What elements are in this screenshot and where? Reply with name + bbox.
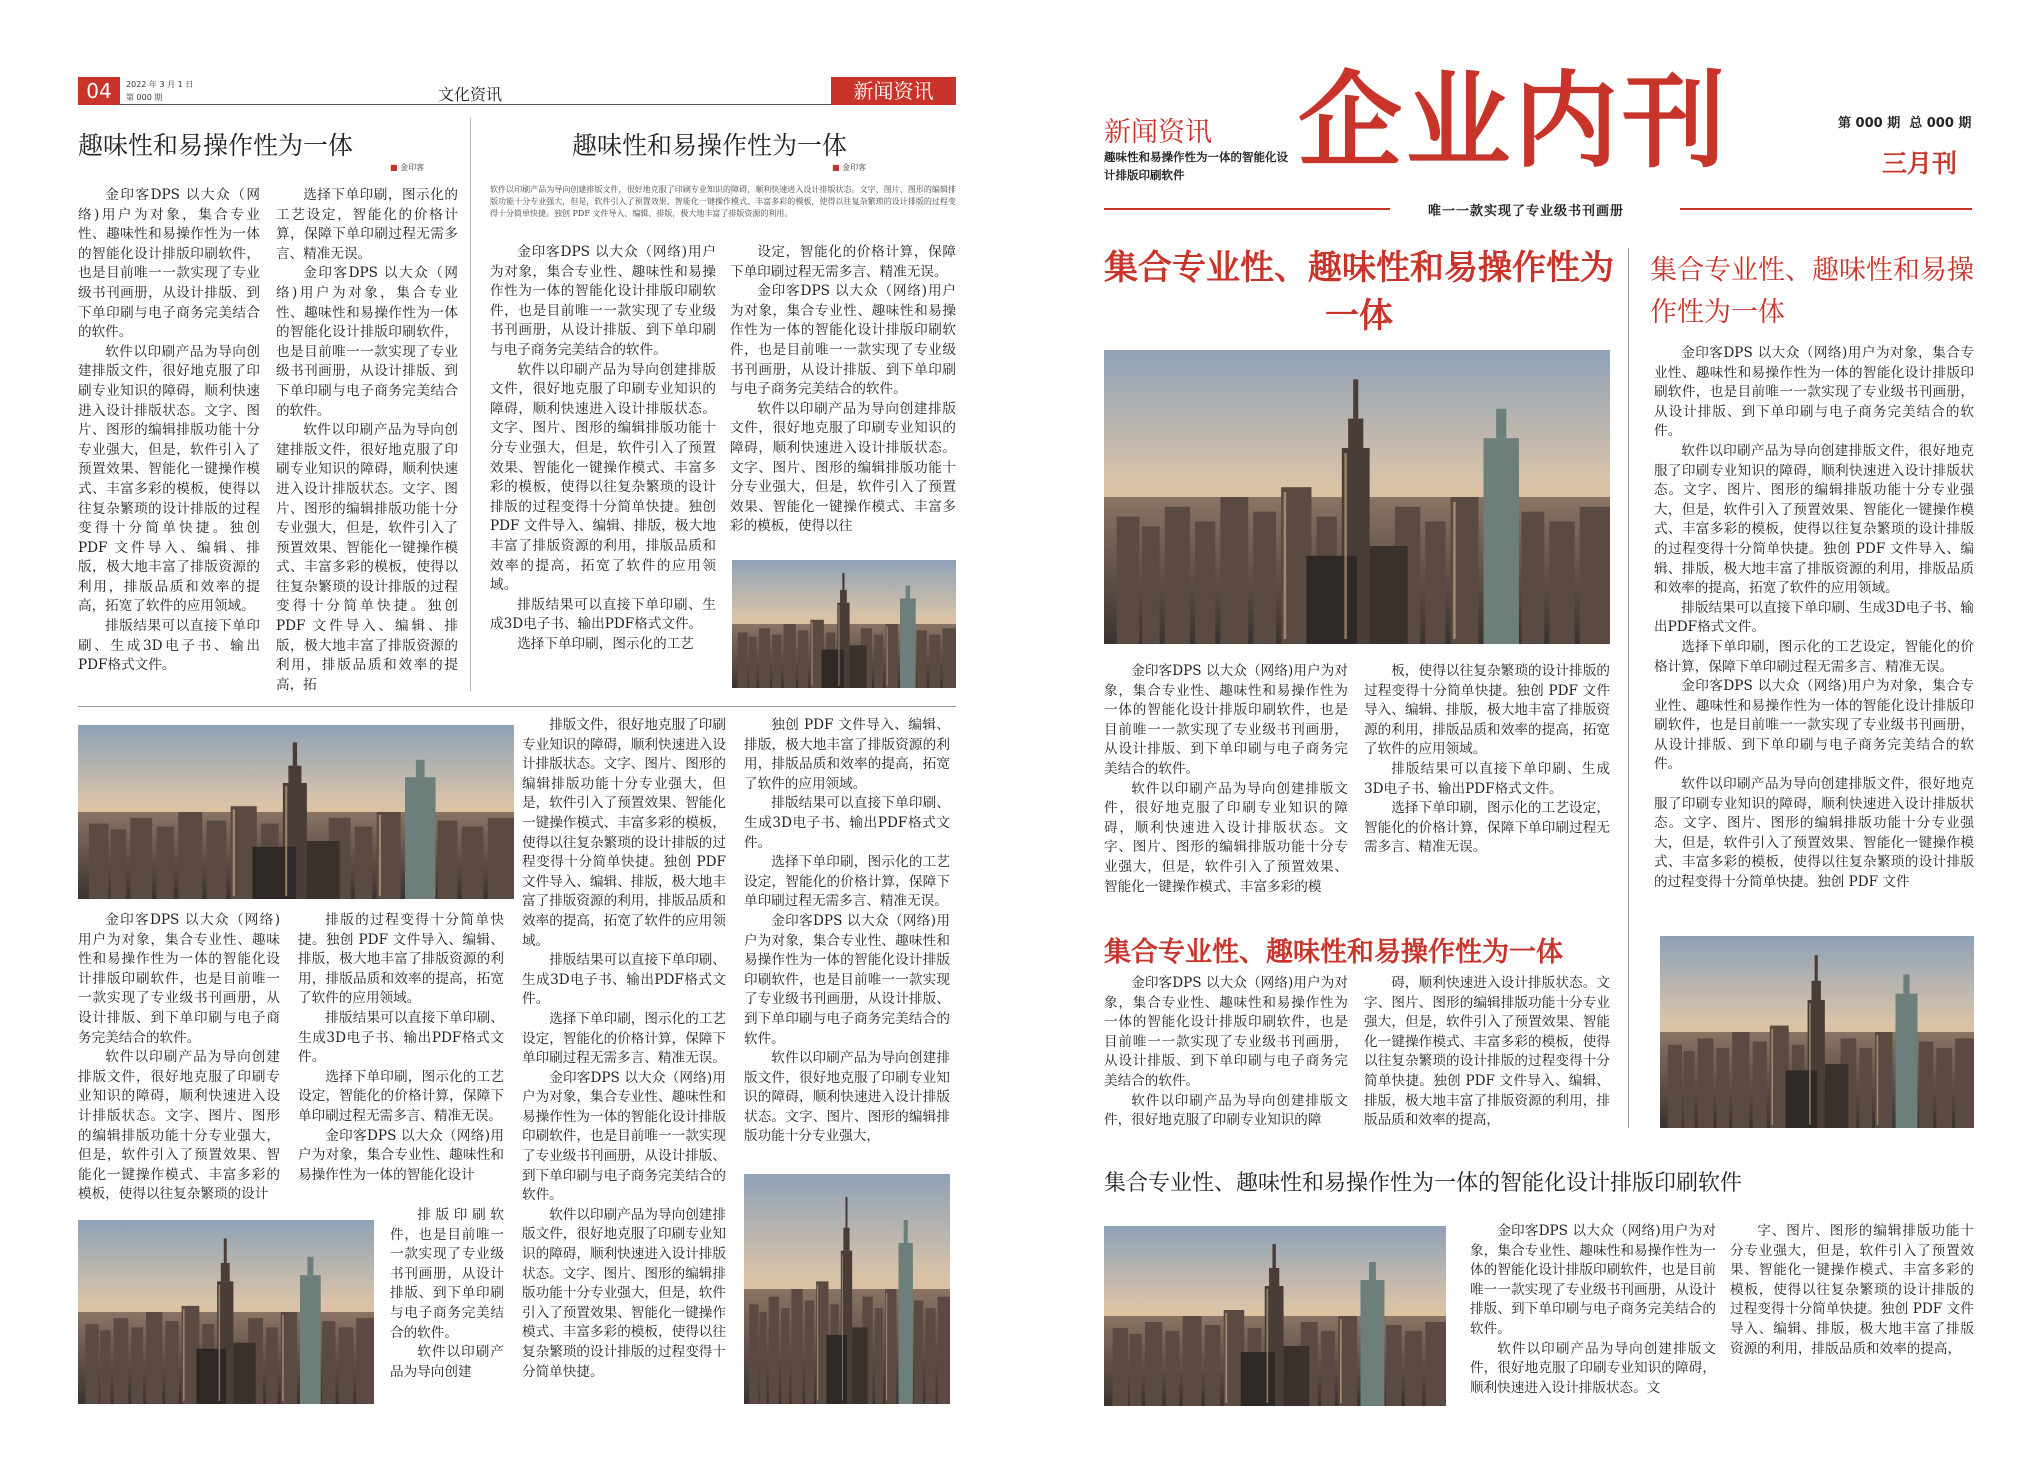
paragraph: 排版结果可以直接下单印刷、生成3D电子书、输出PDF格式文件。	[298, 1009, 504, 1066]
paragraph: 排版结果可以直接下单印刷、生成3D电子书、输出PDF格式文件。	[490, 596, 716, 633]
bottom-col-a	[1470, 1222, 1716, 1398]
lower-col-d	[744, 716, 950, 1147]
paragraph: 金印客DPS 以大众（网络)用户为对象，集合专业性、趣味性和易操作性为一体的智能化设计排版印刷软件，也是目前唯一一款实现了专业级书刊画册，从设计排版、到下单印刷与电子商务完美结合的软件。	[78, 912, 280, 1046]
paragraph: 选择下单印刷，图示化的工艺设定，智能化的价格计算，保障下单印刷过程无需多言、精准无误。	[276, 187, 458, 262]
bottom-title: 集合专业性、趣味性和易操作性为一体的智能化设计排版印刷软件	[1104, 1171, 1743, 1196]
paragraph: 金印客DPS 以大众（网络)用户为对象，集合专业性、趣味性和易操作性为一体的智能化设计排版印刷软件，也是目前唯一一款实现了专业级书刊画册，从设计排版、到下单印刷与电子商务完美结合的软件。	[522, 1069, 726, 1204]
col1-author: ■ 金印客	[390, 163, 425, 172]
paragraph: 排版印刷软件，也是目前唯一一款实现了专业级书刊画册，从设计排版、到下单印刷与电子商务完美结合的软件。	[390, 1207, 504, 1341]
section-badge: 新闻资讯	[831, 77, 956, 105]
col2-author: ■ 金印客	[832, 163, 867, 172]
city-photo	[78, 1220, 374, 1404]
issue-info: 第 000 期 总 000 期	[1838, 116, 1972, 131]
paragraph: 软件以印刷产品为导向创建排版文件，很好地克服了印刷专业知识的障碍，顺利快速进入设计排版状态。文	[1470, 1340, 1716, 1396]
paragraph: 排版结果可以直接下单印刷、生成3D电子书、输出PDF格式文件。	[744, 795, 950, 851]
paragraph: 金印客DPS 以大众（网络)用户为对象，集合专业性、趣味性和易操作性为一体的智能化设计排版印刷软件，也是目前唯一一款实现了专业级书刊画册，从设计排版、到下单印刷与电子商务完美结合的软件。	[1654, 345, 1974, 440]
col1-title: 趣味性和易操作性为一体	[78, 131, 354, 160]
lower-col-c	[522, 716, 726, 1382]
slogan: 唯一一款实现了专业级书刊画册	[1428, 204, 1625, 219]
paragraph: 软件以印刷产品为导向创建排版文件，很好地克服了印刷专业知识的障	[1104, 1092, 1348, 1129]
paragraph: 软件以印刷产品为导向创建排版文件，很好地克服了印刷专业知识的障碍，顺利快速进入设计排版状态。文字、图片、图形的编辑排版功能十分专业强大，但是，软件引入了预置效果、智能化一键操作模式、丰富多彩的模板，使得以往	[730, 400, 956, 535]
masthead-rule-right	[1680, 208, 1972, 210]
paragraph: 金印客DPS 以大众（网络)用户为对象，集合专业性、趣味性和易操作性为一体的智能化设计排版印刷软件，也是目前唯一一款实现了专业级书刊画册，从设计排版、到下单印刷与电子商务完美结合的软件。	[490, 244, 716, 358]
col1-body-b	[276, 186, 458, 695]
section-rule	[78, 706, 956, 707]
paragraph: 独创 PDF 文件导入、编辑、排版，极大地丰富了排版资源的利用，排版品质和效率的提高，拓宽了软件的应用领域。	[744, 717, 950, 792]
paragraph: 金印客DPS 以大众（网络)用户为对象，集合专业性、趣味性和易操作性为一体的智能化设计排版印刷软件，也是目前唯一一款实现了专业级书刊画册，从设计排版、到下单印刷与电子商务完美结合的软件。	[744, 912, 950, 1047]
lead-title: 集合专业性、趣味性和易操作性为一体	[1104, 248, 1614, 336]
paragraph: 选择下单印刷，图示化的工艺设定，智能化的价格计算，保障下单印刷过程无需多言、精准无误。	[298, 1068, 504, 1124]
paragraph: 板，使得以往复杂繁琐的设计排版的过程变得十分简单快捷。独创 PDF 文件导入、编辑、排版，极大地丰富了排版资源的利用，排版品质和效率的提高，拓宽了软件的应用领域。	[1364, 663, 1610, 758]
paragraph: 排版的过程变得十分简单快捷。独创 PDF 文件导入、编辑、排版，极大地丰富了排版资源的利用，排版品质和效率的提高，拓宽了软件的应用领域。	[298, 912, 504, 1007]
section-label: 文化资讯	[438, 85, 503, 104]
left-page-header	[78, 77, 956, 105]
side-body	[1654, 344, 1974, 893]
paragraph: 软件以印刷产品为导向创建排版文件，很好地克服了印刷专业知识的障碍，顺利快速进入设计排版状态。文字、图片、图形的编辑排版功能十分专业强大，但是，软件引入了预置效果、智能化一键操作模式、丰富多彩的模板，使得以往复杂繁琐的设计排版的过程变得十分简单快捷。独创 PDF 文件导入、编辑、排版，极大地丰富了排版资源的利用，排版品质和效率的提高，拓宽了软件的应用领域。	[78, 343, 260, 615]
city-photo	[732, 560, 956, 688]
lower-col-b-tail	[390, 1206, 504, 1382]
column-divider	[1628, 248, 1629, 1128]
header-rule	[120, 104, 831, 105]
paragraph: 软件以印刷产品为导向创建	[390, 1344, 504, 1380]
page-number: 04	[78, 77, 120, 105]
paragraph: 字、图片、图形的编辑排版功能十分专业强大，但是，软件引入了预置效果、智能化一键操作模式、丰富多彩的模板，使得以往复杂繁琐的设计排版的过程变得十分简单快捷。独创 PDF 文件导入、编辑、排版，极大地丰富了排版资源的利用，排版品质和效率的提高，	[1730, 1223, 1974, 1357]
col2-intro: 软件以印刷产品为导向创建排版文件，很好地克服了印刷专业知识的障碍，顺利快速进入设计排版状态。文字、图片、图形的编辑排版功能十分专业强大，但是，软件引入了预置效果、智能化一键操作模式、丰富多彩的模板，使得以往复杂繁琐的设计排版的过程变得十分简单快捷。独创 PDF 文件导入、编辑、排版，极大地丰富了排版资源的利用。	[490, 185, 956, 218]
tagline: 趣味性和易操作性为一体的智能化设计排版印刷软件	[1104, 150, 1288, 182]
masthead-rule-left	[1104, 208, 1390, 210]
city-photo	[1660, 936, 1974, 1128]
side-title: 集合专业性、趣味性和易操作性为一体	[1650, 255, 1974, 328]
paragraph: 碍，顺利快速进入设计排版状态。文字、图片、图形的编辑排版功能十分专业强大，但是，软件引入了预置效果、智能化一键操作模式、丰富多彩的模板，使得以往复杂繁琐的设计排版的过程变得十分简单快捷。独创 PDF 文件导入、编辑、排版，极大地丰富了排版资源的利用，排版品质和效率的提高，	[1364, 975, 1610, 1129]
paragraph: 排版结果可以直接下单印刷、生成3D电子书、输出PDF格式文件。	[1654, 599, 1974, 636]
paragraph: 软件以印刷产品为导向创建排版文件，很好地克服了印刷专业知识的障碍，顺利快速进入设计排版状态。文字、图片、图形的编辑排版功能十分专业强大，但是，软件引入了预置效果、智能化一键操作模式、丰富多彩的模板，使得以往复杂繁琐的设计	[78, 1049, 280, 1203]
paragraph: 设定，智能化的价格计算，保障下单印刷过程无需多言、精准无误。	[730, 244, 956, 280]
paragraph: 排版结果可以直接下单印刷、生成3D电子书、输出PDF格式文件。	[522, 952, 726, 1008]
paragraph: 软件以印刷产品为导向创建排版文件，很好地克服了印刷专业知识的障碍，顺利快速进入设计排版状态。文字、图片、图形的编辑排版功能十分专业强大，但是，软件引入了预置效果、智能化一键操作模式、丰富多彩的模板，使得以往复杂繁琐的设计排版的过程变得十分简单快捷。	[522, 1206, 726, 1380]
lower-col-b	[298, 911, 504, 1185]
paragraph: 金印客DPS 以大众（网络)用户为对象，集合专业性、趣味性和易操作性为一体的智能化设计排版印刷软件，也是目前唯一一款实现了专业级书刊画册，从设计排版、到下单印刷与电子商务完美结合的软件。	[1470, 1223, 1716, 1337]
paragraph: 排版文件，很好地克服了印刷专业知识的障碍，顺利快速进入设计排版状态。文字、图片、图形的编辑排版功能十分专业强大，但是，软件引入了预置效果、智能化一键操作模式、丰富多彩的模板，使得以往复杂繁琐的设计排版的过程变得十分简单快捷。独创 PDF 文件导入、编辑、排版，极大地丰富了排版资源的利用，排版品质和效率的提高，拓宽了软件的应用领域。	[522, 717, 726, 949]
col2-body-b	[730, 243, 956, 537]
header-issue: 第 000 期	[126, 93, 163, 102]
city-photo	[1104, 350, 1610, 644]
paragraph: 软件以印刷产品为导向创建排版文件，很好地克服了印刷专业知识的障碍，顺利快速进入设计排版状态。文字、图片、图形的编辑排版功能十分专业强大，但是，软件引入了预置效果、智能化一键操作模式、丰富多彩的模	[1104, 780, 1348, 895]
city-photo	[78, 725, 514, 899]
paragraph: 软件以印刷产品为导向创建排版文件，很好地克服了印刷专业知识的障碍，顺利快速进入设计排版状态。文字、图片、图形的编辑排版功能十分专业强大，但是，软件引入了预置效果、智能化一键操作模式、丰富多彩的模板，使得以往复杂繁琐的设计排版的过程变得十分简单快捷。独创 PDF 文件	[1654, 776, 1974, 891]
city-photo	[744, 1174, 950, 1404]
paragraph: 排版结果可以直接下单印刷、生成3D电子书、输出PDF格式文件。	[78, 618, 260, 674]
second-col-a	[1104, 974, 1348, 1131]
paragraph: 排版结果可以直接下单印刷、生成3D电子书、输出PDF格式文件。	[1364, 760, 1610, 797]
paragraph: 软件以印刷产品为导向创建排版文件，很好地克服了印刷专业知识的障碍，顺利快速进入设计排版状态。文字、图片、图形的编辑排版功能十分专业强大，但是，软件引入了预置效果、智能化一键操作模式、丰富多彩的模板，使得以往复杂繁琐的设计排版的过程变得十分简单快捷。独创 PDF 文件导入、编辑、排版，极大地丰富了排版资源的利用，排版品质和效率的提高，拓宽了软件的应用领域。	[490, 361, 716, 594]
paragraph: 选择下单印刷，图示化的工艺设定，智能化的价格计算，保障下单印刷过程无需多言、精准无误。	[1654, 638, 1974, 675]
paragraph: 金印客DPS 以大众（网络)用户为对象，集合专业性、趣味性和易操作性为一体的智能化设计排版印刷软件，也是目前唯一一款实现了专业级书刊画册，从设计排版、到下单印刷与电子商务完美结合的软件。	[78, 187, 260, 341]
kicker: 新闻资讯	[1104, 117, 1212, 148]
paragraph: 金印客DPS 以大众（网络)用户为对象，集合专业性、趣味性和易操作性为一体的智能化设计排版印刷软件，也是目前唯一一款实现了专业级书刊画册，从设计排版、到下单印刷与电子商务完美结合的软件。	[730, 283, 956, 398]
paragraph: 金印客DPS 以大众（网络)用户为对象，集合专业性、趣味性和易操作性为一体的智能化设计排版印刷软件，也是目前唯一一款实现了专业级书刊画册，从设计排版、到下单印刷与电子商务完美结合的软件。	[1104, 975, 1348, 1089]
paragraph: 选择下单印刷，图示化的工艺	[517, 635, 694, 652]
paragraph: 金印客DPS 以大众（网络)用户为对象，集合专业性、趣味性和易操作性为一体的智能化设计排版印刷软件，也是目前唯一一款实现了专业级书刊画册，从设计排版、到下单印刷与电子商务完美结合的软件。	[276, 265, 458, 419]
paragraph: 金印客DPS 以大众（网络)用户为对象，集合专业性、趣味性和易操作性为一体的智能化设计	[298, 1127, 504, 1183]
second-col-b	[1364, 974, 1610, 1131]
header-date: 2022 年 3 月 1 日	[126, 80, 194, 89]
paragraph: 选择下单印刷，图示化的工艺设定，智能化的价格计算，保障下单印刷过程无需多言、精准无误。	[1364, 800, 1610, 856]
bottom-col-b	[1730, 1222, 1974, 1359]
paragraph: 金印客DPS 以大众（网络)用户为对象，集合专业性、趣味性和易操作性为一体的智能化设计排版印刷软件，也是目前唯一一款实现了专业级书刊画册，从设计排版、到下单印刷与电子商务完美结合的软件。	[1104, 663, 1348, 777]
second-title: 集合专业性、趣味性和易操作性为一体	[1104, 937, 1563, 968]
city-photo	[1104, 1226, 1446, 1406]
month-label: 三月刊	[1882, 149, 1958, 178]
col2-title: 趣味性和易操作性为一体	[572, 131, 848, 160]
col1-body	[78, 186, 260, 676]
paragraph: 软件以印刷产品为导向创建排版文件，很好地克服了印刷专业知识的障碍，顺利快速进入设计排版状态。文字、图片、图形的编辑排版功能十分专业强大，但是，软件引入了预置效果、智能化一键操作模式、丰富多彩的模板，使得以往复杂繁琐的设计排版的过程变得十分简单快捷。独创 PDF 文件导入、编辑、排版，极大地丰富了排版资源的利用，排版品质和效率的提高，拓	[276, 422, 458, 693]
paragraph: 软件以印刷产品为导向创建排版文件，很好地克服了印刷专业知识的障碍，顺利快速进入设计排版状态。文字、图片、图形的编辑排版功能十分专业强大，	[744, 1050, 950, 1145]
paragraph: 软件以印刷产品为导向创建排版文件，很好地克服了印刷专业知识的障碍，顺利快速进入设计排版状态。文字、图片、图形的编辑排版功能十分专业强大，但是，软件引入了预置效果、智能化一键操作模式、丰富多彩的模板，使得以往复杂繁琐的设计排版的过程变得十分简单快捷。独创 PDF 文件导入、编辑、排版，极大地丰富了排版资源的利用，排版品质和效率的提高，拓宽了软件的应用领域。	[1654, 442, 1974, 597]
paragraph: 选择下单印刷，图示化的工艺设定，智能化的价格计算，保障下单印刷过程无需多言、精准无误。	[744, 854, 950, 910]
masthead: 企业内刊	[1298, 60, 1731, 182]
column-divider	[470, 118, 471, 692]
lead-col-a	[1104, 662, 1348, 897]
lead-col-b	[1364, 662, 1610, 858]
col2-body	[490, 243, 716, 654]
paragraph: 金印客DPS 以大众（网络)用户为对象，集合专业性、趣味性和易操作性为一体的智能化设计排版印刷软件，也是目前唯一一款实现了专业级书刊画册，从设计排版、到下单印刷与电子商务完美结合的软件。	[1654, 678, 1974, 773]
paragraph: 选择下单印刷，图示化的工艺设定，智能化的价格计算，保障下单印刷过程无需多言、精准无误。	[522, 1010, 726, 1067]
lower-col-a	[78, 911, 280, 1205]
